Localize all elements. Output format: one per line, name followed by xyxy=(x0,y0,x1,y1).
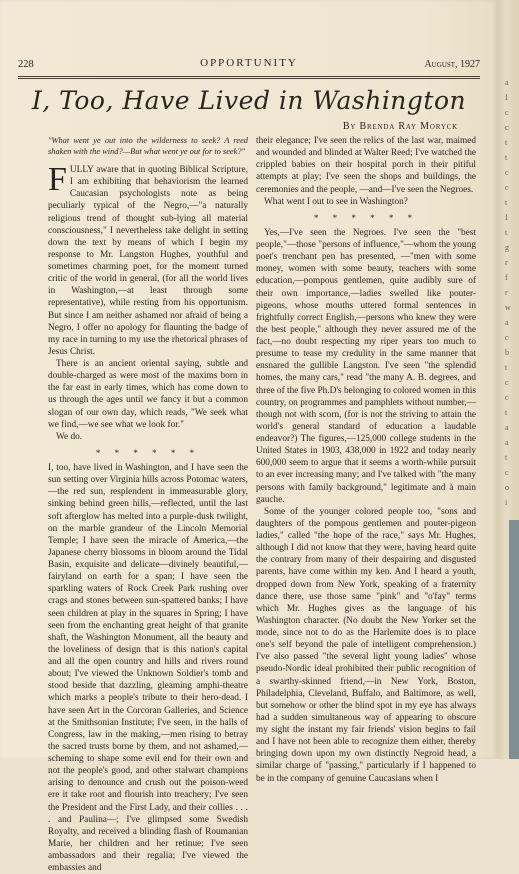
adjacent-page-letter: c xyxy=(505,333,509,342)
epigraph: "What went ye out into the wilderness to seek? A reed shaken with the wind?—But what went ye out for to seek?" xyxy=(48,136,248,156)
magazine-name: OPPORTUNITY xyxy=(200,57,298,69)
article-title: I, Too, Have Lived in Washington xyxy=(31,86,467,115)
adjacent-page-letter: t xyxy=(505,228,508,237)
adjacent-page-letter: r xyxy=(505,258,508,267)
adjacent-page-letter: c xyxy=(505,183,509,192)
adjacent-page-letter: c xyxy=(505,123,509,132)
adjacent-page-letter: t xyxy=(505,153,508,162)
header-rule xyxy=(18,76,480,77)
right-column xyxy=(256,135,476,785)
paragraph: There is an ancient oriental saying, subtle and double-charged as were most of the maxims born in the far east in early times, which has come down to us through the ages until we fancy it but a common slogan of our own day, which reads, "We seek what we find,—we see what we look for." xyxy=(48,359,248,430)
opening-paragraph xyxy=(48,161,248,358)
adjacent-page-letter: g xyxy=(505,243,509,252)
adjacent-page-letter: a xyxy=(505,318,509,327)
article-byline: By Brenda Ray Moryck xyxy=(342,121,458,132)
adjacent-page-letter: a xyxy=(505,78,509,87)
paragraph: Yes,—I've seen the Negroes. I've seen the "best people,"—those "persons of influence,"—whom the young poet's trenchant pen has presented, —"men with some money, women with some beauty, teachers with some education,—pompous gentlemen, quite audibly sure of their own importance,—ladies swelled like pouter-pigeons, whose mouths uttered formal sentences in frightfully correct English,—persons who knew they were the best people," although they never assured me of the fact,—no doubt respecting my riper years too much to presume to tease my credulity in the same manner that ensnared the gullible Langston. I've seen "the splendid homes, the many cars," read "the many A. B. degrees, and three of the five Ph.D's belonging to colored women in this country, on programmes and pamphlets without number,—though not with scorn, (for is not the striving to attain the world's general standard of education a laudable endeavor?) The figures,—125,000 college students in the United States in 1903, 438,000 in 1922 and today nearly 600,000 seem to argue that it seems a worth-while pursuit to an ever increasing many; and I've talked with "the many persons with family background," legitimate and à main gauche. xyxy=(256,227,476,505)
adjacent-page-letter: a xyxy=(505,423,509,432)
adjacent-page-letter: c xyxy=(505,108,509,117)
paragraph: I, too, have lived in Washington, and I have seen the sun setting over Virginia hills across Potomac waters,—the red sun, resplendent in immeasurable glory, sinking behind green hills,—reflected, until the last soft afterglow has melted into a purple-dusk twilight, on the marble grandeur of the Lincoln Memorial Temple; I have seen the miracle of America,—the Japanese cherry blossoms in bloom around the Tidal Basin, exquisite and delicate—divinely beautiful,—fairyland on earth for a span; I have seen the sparkling waters of Rock Creek Park rushing over crags and stones between sun-spattered banks; I have seen children at play in the squares in Spring; I have seen from the enchanting great height of that granite shaft, the Washington Monument, all the beauty and the loveliness of design that is this nation's capital and all the open country and hills and rivers round about; I've viewed the Unknown Soldier's tomb and stood beside that dazzling, gleaming amphi-theatre which marks a people's tribute to their hero-dead. I have seen Art in the Corcoran Galleries, and Science at the Smithsonian Institute; I've seen, in the halls of Congress, law in the making,—men rising to betray the sacred trusts borne by them, and not ashamed,—scheming to shape some evil end for their own and not the people's good, and other stalwart champions arising to denounce and crush out the poison-weed ere it take root and flourish into treachery; I've seen the President and the First Lady, and their collies . . . . and Paulina—; I've glimpsed some Swedish Royalty, and received a blinding flash of Roumanian Marie, her children and her retinue; I've seen ambassadors and their regalia; I've viewed the embassies and xyxy=(48,463,248,874)
adjacent-page-letter: i xyxy=(505,498,508,507)
adjacent-page-letter: b xyxy=(505,348,509,357)
adjacent-page-letter: c xyxy=(505,468,509,477)
paragraph: What went I out to see in Washington? xyxy=(264,196,408,207)
adjacent-page-letter: t xyxy=(505,453,508,462)
header-rule-secondary xyxy=(18,78,480,79)
left-column xyxy=(48,135,248,874)
paragraph: We do. xyxy=(56,431,83,442)
paragraph: Some of the younger colored people too, "sons and daughters of the pompous gentlemen and pouter-pigeon ladies," called "the hope of the race," says Mr. Hughes, although I did not know that they were, having heard quite the contrary from many of their despairing and disgusted parents, have come within my ken. And I heard a youth, dropped down from New York, speaking of a fraternity dance there, use those same "pink" and "o'fay" terms which Mr. Hughes gives as the language of his Washington character. (No doubt the New Yorker set the mode, since not to do as the Harlemite does is to place one's self beyond the pale of intelligent comprehension.) I've also passed "the several light young ladies" whose pseudo-Nordic ideal prohibited their public recognition of a swarthy-skinned friend,—in New York, Boston, Philadelphia, Cleveland, Buffalo, and Baltimore, as well, but somehow or other the blind spot in my eye has always had a sudden simultaneous way of appearing to obscure my sight the instant my fair friends' vision begins to fail and I have not been able to recognize them either, thereby bringing down upon my own distinctly Negroid head, a similar charge of "passing," particularly if I happened to be in the company of genuine Caucasians when I xyxy=(256,506,476,784)
issue-date: August, 1927 xyxy=(424,59,480,70)
adjacent-page-letter: a xyxy=(505,438,509,447)
adjacent-page-letter: I xyxy=(505,93,508,102)
adjacent-page-letter: I xyxy=(505,213,508,222)
adjacent-page-letter: r xyxy=(505,288,508,297)
adjacent-page-letter: f xyxy=(505,273,508,282)
opening-paragraph-text: ULLY aware that in quoting Biblical Scripture, I am exhibiting that behaviorism the learned Caucasian psychologists note as being peculiarly typical of the Negro,—"a naturally religious trend of thought sub-lying all material consciousness," I nevertheless take delight in setting down the text by means of which I begin my response to Mr. Langston Hughes, youthful and sometimes charming poet, for the moment turned critic of the world in general, (for all the world lives in Washington,—at least through some representative), while resting from his opportunism. But since I am neither ashamed nor afraid of being a Negro, I offer no apology for flaunting the badge of my race in turning to my use the rhetorical phrases of Jesus Christ. xyxy=(48,165,248,357)
adjacent-page-letter: c xyxy=(505,168,509,177)
adjacent-page-letter: c xyxy=(505,393,509,402)
paragraph: their elegance; I've seen the relics of the last war, maimed and wounded and blinded at Walter Reed; I've watched the crippled babies on their hospital porch in their pitiful attempts at play; I've seen the shops and buildings, the ceremonies and the people, —and—I've seen the Negroes. xyxy=(256,136,476,195)
section-break: * * * * * * xyxy=(95,447,201,458)
drop-cap: F xyxy=(48,161,67,198)
adjacent-page-letter: t xyxy=(505,408,508,417)
adjacent-page-letter: t xyxy=(505,138,508,147)
adjacent-page-letter: o xyxy=(505,483,509,492)
adjacent-page-letter: w xyxy=(505,303,511,312)
page-number: 228 xyxy=(18,59,34,70)
section-break: * * * * * * xyxy=(313,212,419,223)
binder-strip xyxy=(509,520,519,759)
adjacent-page-letter: t xyxy=(505,363,508,372)
adjacent-page-letter: c xyxy=(505,378,509,387)
running-header xyxy=(18,57,480,73)
adjacent-page-letter: t xyxy=(505,198,508,207)
